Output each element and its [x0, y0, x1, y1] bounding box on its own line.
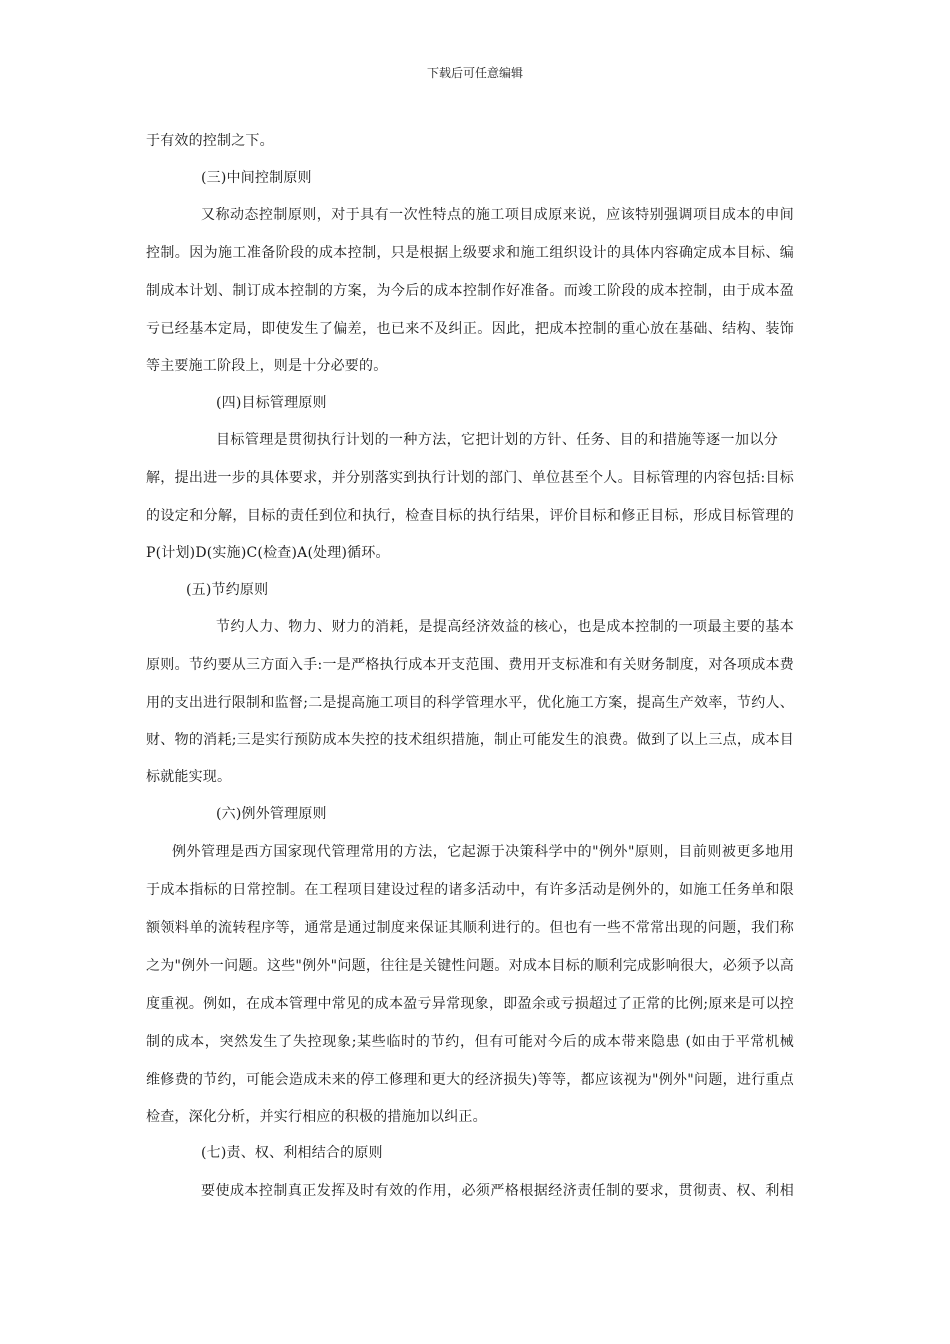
text-line: 又称动态控制原则，对于具有一次性特点的施工项目成原来说，应该特别强调项目成本的申间	[201, 207, 794, 223]
text-line: 亏已经基本定局，即使发生了偏差，也已来不及纠正。因此，把成本控制的重心放在基础、结构、装饰	[146, 321, 794, 337]
text-line: 标就能实现。	[146, 769, 232, 785]
text-line: 额领料单的流转程序等，通常是通过制度来保证其顺利进行的。但也有一些不常常出现的问题，我们称	[146, 920, 794, 936]
text-line: 目标管理是贯彻执行计划的一种方法，它把计划的方针、任务、目的和措施等逐一加以分	[216, 432, 778, 448]
text-line: 的设定和分解，目标的责任到位和执行，检查目标的执行结果，评价目标和修正目标，形成目标管理的	[146, 508, 794, 524]
text-line: 于成本指标的日常控制。在工程项目建设过程的诸多活动中，有许多活动是例外的，如施工任务单和限	[146, 882, 794, 898]
text-line: 维修费的节约，可能会造成未来的停工修理和更大的经济损失)等等，都应该视为"例外"问题，进行重点	[146, 1072, 794, 1088]
text-line: 财、物的消耗;三是实行预防成本失控的技术组织措施，制止可能发生的浪费。做到了以上三点，成本目	[146, 732, 794, 748]
section-heading: (三)中间控制原则	[201, 170, 312, 186]
section-heading: (四)目标管理原则	[216, 395, 327, 411]
text-line: 之为"例外一问题。这些"例外"问题，往往是关键性问题。对成本目标的顺利完成影响很大，必须予以高	[146, 958, 794, 974]
text-line: 等主要施工阶段上，则是十分必要的。	[146, 358, 388, 374]
text-line: 例外管理是西方国家现代管理常用的方法，它起源于决策科学中的"例外"原则，目前则被更多地用	[172, 844, 794, 860]
text-line: 节约人力、物力、财力的消耗，是提高经济效益的核心，也是成本控制的一项最主要的基本	[216, 619, 794, 635]
text-line: P(计划)D(实施)C(检查)A(处理)循环。	[146, 545, 390, 561]
page-header: 下载后可任意编辑	[426, 66, 523, 80]
text-line: 解，提出进一步的具体要求，并分别落实到执行计划的部门、单位甚至个人。目标管理的内容包括:目标	[146, 470, 794, 486]
text-line: 要使成本控制真正发挥及时有效的作用，必须严格根据经济责任制的要求，贯彻责、权、利相	[201, 1183, 794, 1199]
text-line: 于有效的控制之下。	[146, 133, 274, 149]
text-line: 控制。因为施工准备阶段的成本控制，只是根据上级要求和施工组织设计的具体内容确定成本目标、编	[146, 245, 794, 261]
text-line: 检查，深化分析，并实行相应的积极的措施加以纠正。	[146, 1109, 487, 1125]
text-line: 制的成本，突然发生了失控现象;某些临时的节约，但有可能对今后的成本带来隐患 (如由于平常机械	[146, 1034, 794, 1050]
section-heading: (七)责、权、利相结合的原则	[201, 1145, 383, 1161]
text-line: 度重视。例如，在成本管理中常见的成本盈亏异常现象，即盈余或亏损超过了正常的比例;原来是可以控	[146, 996, 794, 1012]
section-heading: (六)例外管理原则	[216, 806, 327, 822]
text-line: 原则。节约要从三方面入手:一是严格执行成本开支范围、费用开支标准和有关财务制度，对各项成本费	[146, 657, 794, 673]
section-heading: (五)节约原则	[186, 582, 269, 598]
text-line: 制成本计划、制订成本控制的方案，为今后的成本控制作好准备。而竣工阶段的成本控制，由于成本盈	[146, 283, 794, 299]
text-line: 用的支出进行限制和监督;二是提高施工项目的科学管理水平，优化施工方案，提高生产效率，节约人、	[146, 695, 794, 711]
